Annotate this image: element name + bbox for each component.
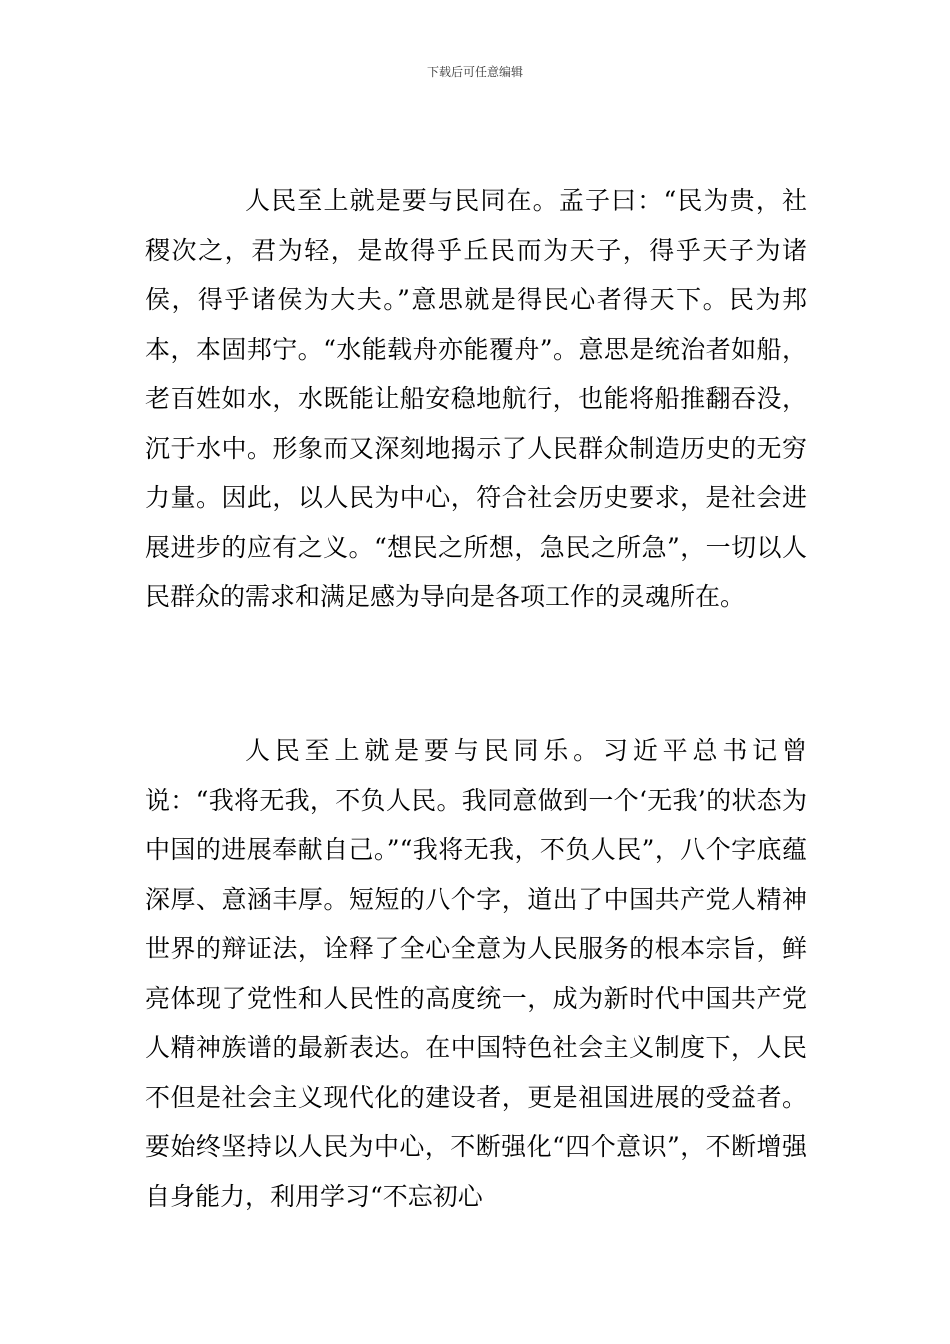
body-paragraph-2: 人民至上就是要与民同乐。习近平总书记曾说：“我将无我，不负人民。我同意做到一个‘无我’的状态为中国的进展奉献自己。”“我将无我，不负人民”，八个字底蕴深厚、意涵丰厚。短短的八个字，道出了中国共产党人精神世界的辩证法，诠释了全心全意为人民服务的根本宗旨，鲜亮体现了党性和人民性的高度统一，成为新时代中国共产党人精神族谱的最新表达。在中国特色社会主义制度下，人民不但是社会主义现代化的建设者，更是祖国进展的受益者。要始终坚持以人民为中心，不断强化“四个意识”，不断增强自身能力，利用学习“不忘初心: [145, 736, 807, 1211]
body-paragraph-1: 人民至上就是要与民同在。孟子曰：“民为贵，社稷次之，君为轻，是故得乎丘民而为天子，得乎天子为诸侯，得乎诸侯为大夫。”意思就是得民心者得天下。民为邦本，本固邦宁。“水能载舟亦能覆舟”。意思是统治者如船，老百姓如水，水既能让船安稳地航行，也能将船推翻吞没，沉于水中。形象而又深刻地揭示了人民群众制造历史的无穷力量。因此，以人民为中心，符合社会历史要求，是社会进展进步的应有之义。“想民之所想，急民之所急”，一切以人民群众的需求和满足感为导向是各项工作的灵魂所在。: [145, 186, 807, 611]
page-header: 下载后可任意编辑: [426, 65, 523, 79]
